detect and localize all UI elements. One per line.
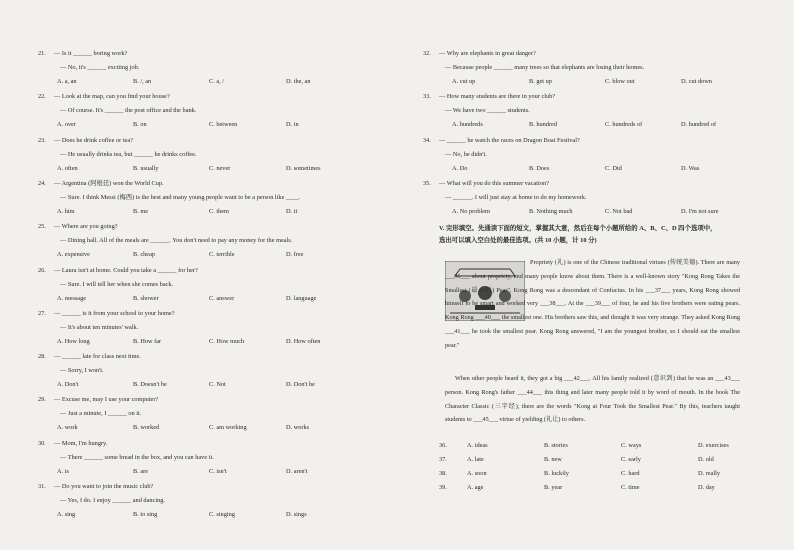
option: A. Don't	[57, 381, 79, 389]
option: B. year	[544, 484, 563, 491]
option: C. never	[209, 164, 231, 172]
option: A. cut up	[452, 78, 476, 85]
option: A. over	[57, 121, 76, 129]
option: B. Nothing much	[529, 207, 573, 215]
question-line: — Is it ______ boring work?	[54, 50, 128, 57]
option: B. are	[133, 467, 149, 475]
passage-paragraph-2: When other people heard it, they got a big ___42___. All his family realized (意识到) that he was an ___43___ person. Kong Rong's father ___44___ this thing and later many people told it by word of mouth. In the book The Character Classic (三字经), there are the words "Kong at Four Took the Smallest Pear." By this, teachers taught students to ___45___ virtue of yielding (礼让) to others.	[445, 375, 740, 424]
question-number: 34.	[423, 136, 431, 144]
option: D. it	[286, 207, 298, 215]
question-line: — ______ late for class next time.	[54, 353, 141, 361]
question-line: — Do you want to join the music club?	[54, 483, 154, 490]
option: B. Doesn't be	[133, 381, 167, 389]
option: B. luckily	[544, 470, 569, 477]
option: D. old	[698, 456, 714, 463]
option: D. How often	[286, 337, 321, 345]
option: B. on	[133, 121, 147, 129]
option: A. a, an	[57, 78, 77, 85]
option: D. Don't be	[286, 381, 315, 389]
question-number: 25.	[38, 223, 46, 231]
option: C. isn't	[209, 467, 227, 475]
option: B. me	[133, 207, 149, 215]
option: C. singing	[209, 511, 235, 518]
answer-line: — Sure. I think Messi (梅西) is the best and many young people want to be a person like ____.	[60, 193, 301, 201]
option: C. a, /	[209, 78, 225, 85]
option: A. age	[467, 484, 484, 491]
option: D. aren't	[286, 467, 308, 475]
option: D. Was	[681, 164, 700, 172]
answer-line: — He usually drinks tea, but ______ he drinks coffee.	[60, 150, 197, 158]
option: C. ways	[621, 442, 642, 449]
option: C. am working	[209, 424, 247, 432]
question-line: — Look at the map, can you find your house?	[54, 93, 170, 101]
option: D. really	[698, 470, 721, 477]
question-number: 22.	[38, 93, 46, 101]
question-number: 36.	[439, 442, 447, 449]
option: D. sometimes	[286, 164, 321, 172]
option: C. time	[621, 484, 640, 491]
answer-line: — No, he didn't.	[445, 150, 487, 158]
option: B. shower	[133, 294, 159, 302]
question-number: 31.	[38, 483, 46, 490]
answer-line: — Yes, I do. I enjoy ______ and dancing.	[60, 497, 165, 504]
option: D. day	[698, 484, 715, 491]
question-number: 24.	[38, 179, 46, 187]
option: A. message	[57, 294, 87, 302]
question-line: — Where are you going?	[54, 223, 118, 231]
answer-line: — Sorry, I won't.	[60, 367, 104, 375]
option: A. is	[57, 467, 69, 475]
option: C. blow out	[605, 78, 635, 85]
question-number: 32.	[423, 50, 431, 57]
option: D. works	[286, 424, 310, 432]
option: D. the, an	[286, 78, 311, 85]
option: B. get up	[529, 78, 552, 85]
option: A. sing	[57, 511, 76, 518]
question-number: 33.	[423, 93, 431, 101]
option: D. exercises	[698, 442, 729, 449]
answer-line: — Of course. It's ______ the post office and the bank.	[60, 107, 197, 115]
answer-line: — Dining hall. All of the meals are ______. You don't need to pay any money for the meals.	[60, 237, 293, 245]
option: C. hard	[621, 470, 640, 477]
option: C. them	[209, 207, 229, 215]
option: A. late	[467, 456, 484, 463]
option: B. Does	[529, 164, 550, 172]
option: B. new	[544, 456, 562, 463]
option: A. soon	[467, 470, 487, 477]
question-line: — Argentina (阿根廷) won the World Cup.	[54, 179, 164, 187]
option: D. I'm not sure	[681, 207, 719, 215]
question-number: 27.	[38, 309, 46, 317]
question-number: 28.	[38, 353, 46, 361]
option: B. /, an	[133, 78, 152, 85]
question-line: — What will you do this summer vacation?	[439, 179, 549, 187]
option: A. ideas	[467, 442, 488, 449]
option: C. Not bad	[605, 207, 633, 215]
question-line: — Excuse me, may I use your computer?	[54, 396, 159, 404]
option: D. free	[286, 251, 304, 259]
question-number: 30.	[38, 439, 46, 447]
option: A. hundreds	[452, 121, 483, 129]
option: C. early	[621, 456, 641, 463]
answer-line: — Sure. I will tell her when she comes back.	[60, 280, 174, 288]
question-number: 38.	[439, 470, 447, 477]
answer-line: — We have two ______ students.	[445, 107, 530, 115]
answer-line: — Because people ______ many trees so that elephants are losing their homes.	[445, 64, 645, 71]
question-number: 39.	[439, 484, 447, 491]
question-line: — How many students are there in your club?	[439, 93, 556, 101]
option: B. to sing	[133, 511, 158, 518]
question-line: — ______ he watch the races on Dragon Boat Festival?	[439, 136, 580, 144]
option: B. usually	[133, 164, 159, 172]
option: D. language	[286, 294, 317, 302]
option: C. answer	[209, 294, 235, 302]
option: A. work	[57, 424, 78, 432]
answer-line: — Just a minute, I ______ on it.	[60, 410, 142, 418]
answer-line: — No, it's ______ exciting job.	[60, 64, 140, 71]
option: D. cut down	[681, 78, 712, 85]
answer-line: — ______. I will just stay at home to do my homework.	[445, 193, 587, 201]
option: D. sings	[286, 511, 307, 518]
section-title: V. 完形填空。先通读下面的短文，掌握其大意，然后在每个小题所给的 A、B、C、D 四个选项中，	[439, 225, 717, 232]
option: C. Not	[209, 381, 226, 389]
option: B. cheap	[133, 251, 156, 259]
section-title: 选出可以填入空白处的最佳选项。(共 10 小题，计 10 分)	[439, 237, 597, 244]
option: A. him	[57, 207, 75, 215]
question-number: 23.	[38, 136, 46, 144]
option: C. How much	[209, 337, 245, 345]
question-line: — Does he drink coffee or tea?	[54, 136, 133, 144]
option: A. No problem	[452, 207, 490, 215]
option: B. stories	[544, 442, 568, 449]
answer-line: — It's about ten minutes' walk.	[60, 323, 139, 331]
option: C. between	[209, 121, 238, 129]
question-line: — ______ is it from your school to your home?	[54, 309, 175, 317]
question-line: — Laura isn't at home. Could you take a ______ for her?	[54, 266, 198, 274]
option: A. expensive	[57, 251, 90, 259]
option: C. Did	[605, 164, 622, 172]
option: C. terrible	[209, 251, 235, 259]
answer-line: — There ______ some bread in the box, and you can have it.	[60, 453, 214, 461]
option: B. How far	[133, 337, 162, 345]
option: B. hundred	[529, 121, 557, 129]
question-number: 29.	[38, 396, 46, 404]
option: C. hundreds of	[605, 121, 643, 129]
question-number: 26.	[38, 266, 46, 274]
passage-paragraph-1: Propriety (礼) is one of the Chinese traditional virtues (传统美德). There are many ___36___ about propriety, and many people know about them. There is a well-known story "Kong Rong Takes the Smallest (最小的) Pear". Kong Rong was a descendant of Confucius. In his ___37___ years, Kong Rong showed himself to be smart and worked very ___38___. At the ___39___ of four, he and his five brothers were eating pears. Kong Rong ___40___ the smallest one. His brothers saw this, and thought it was very strange. They asked Kong Rong ___41___ he took the smallest pear. Kong Rong answered, "I am the youngest brother, so I should eat the smallest pear."	[445, 259, 740, 349]
question-number: 35.	[423, 179, 431, 187]
option: B. worked	[133, 424, 160, 432]
option: D. hundred of	[681, 121, 717, 129]
question-number: 21.	[38, 50, 46, 57]
option: D. in	[286, 121, 299, 129]
option: A. Do	[452, 164, 468, 172]
question-number: 37.	[439, 456, 447, 463]
question-line: — Why are elephants in great danger?	[439, 50, 536, 57]
option: A. How long	[57, 337, 90, 345]
option: A. often	[57, 164, 78, 172]
question-line: — Mom, I'm hungry.	[54, 439, 108, 447]
